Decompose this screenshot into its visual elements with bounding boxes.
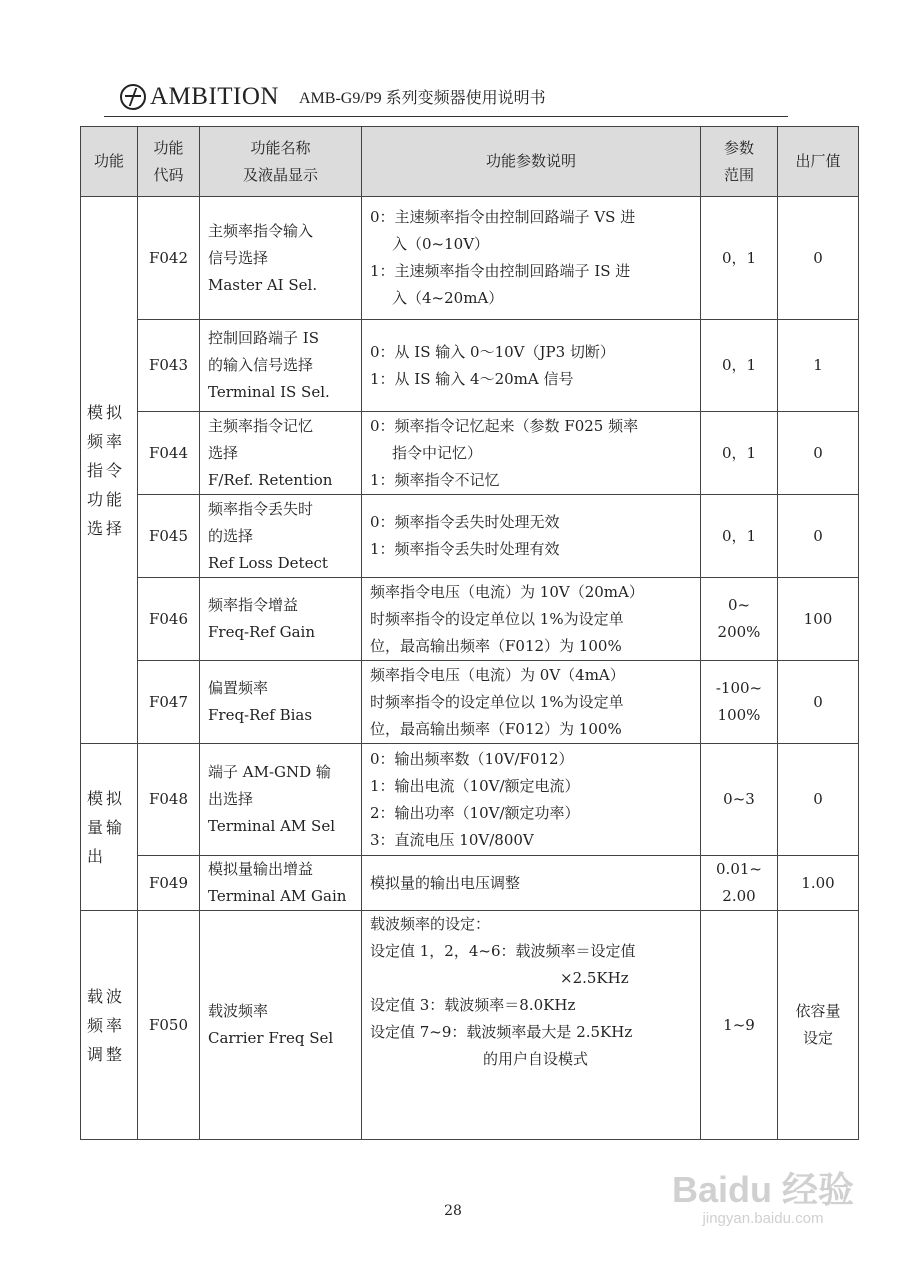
default-line: 1.00 [801, 873, 835, 892]
name-line: 的选择 [208, 526, 254, 545]
function-name-cell [200, 197, 362, 320]
default-line: 0 [813, 692, 823, 711]
group-label-line: 调整 [87, 1044, 126, 1064]
column-header-line: 功能名称 [250, 138, 311, 157]
default-line: 100 [803, 609, 833, 628]
range-cell [701, 911, 778, 1140]
name-line: Carrier Freq Sel [208, 1029, 334, 1047]
group-label-line: 频率 [87, 431, 126, 451]
default-cell [778, 744, 859, 856]
watermark-logo: Baidu 经验 [671, 1169, 854, 1210]
range-line: 0.01~ [716, 860, 762, 878]
range-line: 0，1 [721, 356, 757, 374]
ambition-logo-icon [120, 84, 146, 110]
function-code: F042 [138, 197, 200, 320]
default-cell [778, 856, 859, 911]
description-line: 0：频率指令记忆起来（参数 F025 频率 [370, 416, 639, 435]
group-label-line: 频率 [87, 1015, 126, 1035]
name-line: 出选择 [208, 790, 254, 808]
column-header [778, 127, 859, 197]
description-line: 频率指令电压（电流）为 0V（4mA） [370, 665, 625, 684]
default-line: 依容量 [795, 1002, 841, 1020]
name-line: Terminal AM Sel [208, 817, 335, 835]
column-header-line: 出厂值 [795, 152, 841, 170]
description-cell [362, 412, 701, 495]
default-line: 0 [813, 248, 823, 267]
name-line: 载波频率 [208, 1002, 269, 1020]
description-line: 0：主速频率指令由控制回路端子 VS 进 [370, 208, 636, 226]
column-header-line: 功能参数说明 [485, 152, 576, 170]
table-row [81, 320, 859, 412]
description-cell [362, 856, 701, 911]
table-header-row [81, 127, 859, 197]
name-line: Master AI Sel. [208, 275, 318, 294]
description-line: 0：从 IS 输入 0～10V（JP3 切断） [370, 342, 615, 361]
function-name-cell [200, 744, 362, 856]
range-cell [701, 320, 778, 412]
description-cell [362, 495, 701, 578]
table-row [81, 412, 859, 495]
column-header [701, 127, 778, 197]
column-header-line: 功能 [93, 152, 124, 170]
column-header-line: 范围 [723, 165, 754, 184]
description-line: 1：输出电流（10V/额定电流） [370, 776, 580, 795]
default-cell [778, 495, 859, 578]
default-cell [778, 578, 859, 661]
description-line: 模拟量的输出电压调整 [370, 873, 521, 892]
group-label-line: 指令 [87, 460, 126, 480]
function-code: F050 [138, 911, 200, 1140]
default-line: 0 [813, 526, 823, 545]
description-line: 0：频率指令丢失时处理无效 [370, 513, 560, 531]
table-row [81, 744, 859, 856]
baidu-watermark [672, 1170, 854, 1227]
description-line: 入（4~20mA） [392, 289, 504, 307]
name-line: Ref Loss Detect [208, 553, 328, 572]
name-line: Freq-Ref Bias [208, 706, 313, 724]
page-number: 28 [444, 1203, 462, 1219]
function-name-cell [200, 320, 362, 412]
name-line: Freq-Ref Gain [208, 623, 315, 641]
name-line: 偏置频率 [208, 679, 269, 697]
column-header [200, 127, 362, 197]
range-cell [701, 412, 778, 495]
name-line: 主频率指令输入 [208, 221, 314, 240]
description-line: 1：频率指令丢失时处理有效 [370, 540, 560, 558]
name-line: 模拟量输出增益 [208, 860, 314, 878]
parameter-table [80, 126, 859, 1140]
table-row [81, 495, 859, 578]
column-header [362, 127, 701, 197]
name-line: 端子 AM-GND 输 [208, 763, 331, 781]
default-line: 0 [813, 790, 823, 808]
name-line: 信号选择 [208, 248, 269, 267]
description-line: 时频率指令的设定单位以 1%为设定单 [370, 609, 624, 628]
name-line: Terminal IS Sel. [208, 383, 330, 401]
range-line: 200% [717, 623, 761, 641]
brand-name: AMBITION [150, 83, 279, 110]
description-line: 1：从 IS 输入 4～20mA 信号 [370, 369, 574, 388]
watermark-url: jingyan.baidu.com [702, 1210, 824, 1227]
column-header [138, 127, 200, 197]
function-code: F049 [138, 856, 200, 911]
description-line: 2：输出功率（10V/额定功率） [370, 803, 580, 822]
description-line: 1：频率指令不记忆 [370, 470, 500, 489]
range-cell [701, 661, 778, 744]
range-line: 0~ [727, 596, 751, 614]
name-line: F/Ref. Retention [208, 470, 333, 489]
description-cell [362, 744, 701, 856]
function-code: F046 [138, 578, 200, 661]
description-line: 入（0~10V） [392, 235, 490, 253]
range-line: 1~9 [723, 1015, 755, 1034]
range-cell [701, 744, 778, 856]
description-cell [362, 578, 701, 661]
group-label-line: 出 [87, 846, 107, 866]
function-group-cell [81, 744, 138, 911]
function-code: F045 [138, 495, 200, 578]
group-label-line: 量输 [87, 817, 126, 837]
function-name-cell [200, 412, 362, 495]
table-row [81, 197, 859, 320]
function-name-cell [200, 578, 362, 661]
description-line: 指令中记忆） [392, 443, 483, 462]
description-line: 载波频率的设定： [370, 915, 491, 933]
column-header-line: 及液晶显示 [242, 165, 318, 184]
range-line: -100~ [715, 679, 763, 697]
name-line: 主频率指令记忆 [208, 416, 314, 435]
description-line: 0：输出频率数（10V/F012） [370, 749, 574, 768]
column-header-line: 参数 [723, 138, 754, 157]
default-line: 设定 [802, 1029, 833, 1047]
group-label-line: 功能 [87, 489, 126, 509]
description-line: 3：直流电压 10V/800V [370, 830, 534, 849]
manual-title: AMB-G9/P9 系列变频器使用说明书 [299, 90, 546, 107]
description-cell [362, 320, 701, 412]
range-line: 0，1 [721, 443, 757, 462]
header-rule [104, 116, 788, 117]
function-code: F044 [138, 412, 200, 495]
function-code: F048 [138, 744, 200, 856]
default-cell [778, 911, 859, 1140]
description-line: ×2.5KHz [560, 969, 629, 987]
default-line: 1 [813, 356, 823, 374]
default-cell [778, 412, 859, 495]
range-cell [701, 578, 778, 661]
range-cell [701, 495, 778, 578]
group-label-line: 模拟 [87, 788, 126, 808]
description-line: 设定值 3：载波频率＝8.0KHz [370, 996, 576, 1014]
range-line: 0~3 [723, 790, 755, 808]
range-cell [701, 856, 778, 911]
table-row [81, 911, 859, 1140]
range-cell [701, 197, 778, 320]
column-header [81, 127, 138, 197]
description-line: 位，最高输出频率（F012）为 100% [370, 636, 622, 655]
table-row [81, 856, 859, 911]
table-row [81, 578, 859, 661]
description-line: 1：主速频率指令由控制回路端子 IS 进 [370, 262, 631, 280]
function-code: F047 [138, 661, 200, 744]
name-line: 控制回路端子 IS [208, 329, 319, 347]
column-header-line: 代码 [153, 165, 184, 184]
default-cell [778, 661, 859, 744]
description-line: 设定值 7~9：载波频率最大是 2.5KHz [370, 1023, 633, 1041]
description-line: 的用户自设模式 [483, 1050, 589, 1068]
function-name-cell [200, 495, 362, 578]
function-name-cell [200, 856, 362, 911]
function-group-cell [81, 197, 138, 744]
name-line: Terminal AM Gain [208, 887, 347, 905]
table-row [81, 661, 859, 744]
range-line: 0，1 [721, 526, 757, 545]
description-cell [362, 911, 701, 1140]
default-cell [778, 197, 859, 320]
name-line: 的输入信号选择 [208, 356, 314, 374]
column-header-line: 功能 [153, 138, 184, 157]
description-cell [362, 197, 701, 320]
range-line: 2.00 [722, 887, 756, 905]
range-line: 100% [717, 706, 761, 724]
description-line: 频率指令电压（电流）为 10V（20mA） [370, 582, 644, 601]
name-line: 频率指令增益 [208, 596, 299, 614]
group-label-line: 模拟 [87, 402, 126, 422]
default-line: 0 [813, 443, 823, 462]
function-code: F043 [138, 320, 200, 412]
document-header [120, 84, 546, 110]
default-cell [778, 320, 859, 412]
description-line: 设定值 1，2，4~6：载波频率＝设定值 [370, 942, 636, 960]
range-line: 0，1 [721, 248, 757, 267]
description-cell [362, 661, 701, 744]
description-line: 位，最高输出频率（F012）为 100% [370, 719, 622, 738]
group-label-line: 选择 [87, 518, 126, 538]
function-name-cell [200, 661, 362, 744]
name-line: 频率指令丢失时 [208, 499, 314, 518]
function-group-cell [81, 911, 138, 1140]
function-name-cell [200, 911, 362, 1140]
name-line: 选择 [208, 443, 239, 462]
description-line: 时频率指令的设定单位以 1%为设定单 [370, 692, 624, 711]
group-label-line: 载波 [87, 986, 126, 1006]
